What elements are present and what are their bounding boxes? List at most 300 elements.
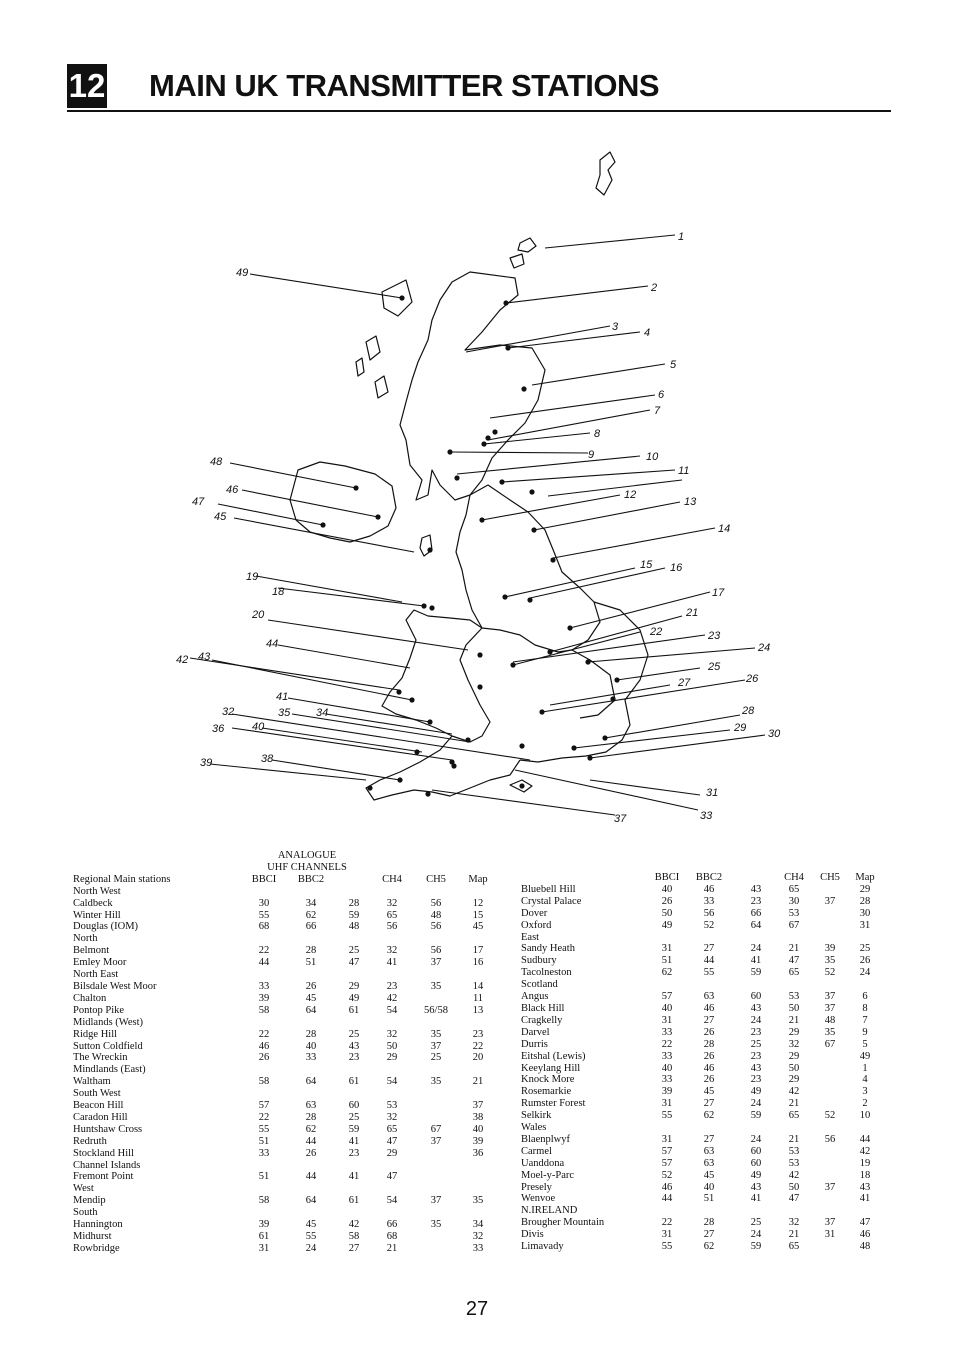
column-header <box>521 872 651 884</box>
channel-value: 60 <box>348 1100 360 1112</box>
station-name: West <box>73 1183 94 1195</box>
channel-value: 26 <box>703 1074 715 1086</box>
channel-value: 46 <box>703 1002 715 1014</box>
channel-value <box>683 1205 735 1217</box>
channel-value: 35 <box>824 1026 836 1038</box>
section-number-badge: 12 <box>67 64 107 108</box>
channel-value <box>811 1193 849 1205</box>
channel-value: 65 <box>386 909 398 921</box>
channel-value: 23 <box>348 1147 360 1159</box>
channel-value: 54 <box>386 1076 398 1088</box>
channel-value: 24 <box>750 1229 762 1241</box>
channel-value: 51 <box>305 957 317 969</box>
channel-value <box>289 1160 333 1172</box>
channel-value: 26 <box>703 1050 715 1062</box>
station-name: Moel-y-Parc <box>521 1169 575 1181</box>
table-row <box>521 1098 881 1110</box>
channel-value <box>811 1170 849 1182</box>
station-name: Oxford <box>521 919 552 931</box>
map-label: 4 <box>644 327 651 339</box>
channel-value <box>409 1183 463 1195</box>
channel-value: 40 <box>305 1040 317 1052</box>
station-name: Emley Moor <box>73 957 127 969</box>
channel-value: 66 <box>750 907 762 919</box>
channel-value: 32 <box>386 1028 398 1040</box>
channel-value: 65 <box>788 883 800 895</box>
channel-value: 65 <box>788 1241 800 1253</box>
channel-value: 40 <box>661 1002 673 1014</box>
table-row <box>521 1122 881 1134</box>
channel-value: 30 <box>788 895 800 907</box>
channel-value: 22 <box>472 1040 484 1052</box>
channel-value <box>409 1160 463 1172</box>
map-label: 16 <box>670 562 683 574</box>
channel-value: 39 <box>661 1086 673 1098</box>
station-name: Durris <box>521 1038 548 1050</box>
channel-value: 65 <box>788 967 800 979</box>
channel-value: 48 <box>348 921 360 933</box>
channel-value: 53 <box>788 907 800 919</box>
channel-value <box>735 1205 777 1217</box>
channel-value: 16 <box>472 957 484 969</box>
channel-value: 24 <box>750 1098 762 1110</box>
table-row <box>521 979 881 991</box>
column-header: BBCI <box>251 873 277 885</box>
station-name: Rumster Forest <box>521 1098 586 1110</box>
map-label: 27 <box>678 677 691 689</box>
map-label: 10 <box>646 451 659 463</box>
channel-value: 49 <box>859 1050 871 1062</box>
channel-value: 43 <box>348 1040 360 1052</box>
channel-value: 41 <box>386 957 398 969</box>
channel-value: 30 <box>859 907 871 919</box>
channel-value: 25 <box>859 943 871 955</box>
channel-value: 33 <box>472 1242 484 1254</box>
station-name: The Wreckin <box>73 1052 128 1064</box>
table-row <box>521 908 881 920</box>
channel-value: 37 <box>824 991 836 1003</box>
channel-value: 34 <box>472 1219 484 1231</box>
station-name: Black Hill <box>521 1002 565 1014</box>
channel-value <box>409 993 463 1005</box>
channel-value: 60 <box>750 1145 762 1157</box>
channel-value <box>463 1064 493 1076</box>
page-title: MAIN UK TRANSMITTER STATIONS <box>149 68 660 103</box>
channel-value <box>375 933 409 945</box>
channel-value: 29 <box>348 980 360 992</box>
channel-value: 25 <box>348 1028 360 1040</box>
channel-value: 56 <box>824 1133 836 1145</box>
channel-value <box>333 1160 375 1172</box>
channel-value <box>409 1243 463 1255</box>
channel-value <box>409 1231 463 1243</box>
table-row <box>521 1241 881 1253</box>
station-name: Caradon Hill <box>73 1111 128 1123</box>
channel-value: 13 <box>472 1004 484 1016</box>
column-headers <box>521 872 881 884</box>
map-label: 35 <box>278 707 291 719</box>
channel-value <box>463 1183 493 1195</box>
transmitter-map <box>170 140 790 830</box>
channel-value <box>375 1017 409 1029</box>
table-row <box>73 1076 493 1088</box>
channel-value: 66 <box>386 1219 398 1231</box>
channel-value <box>333 1207 375 1219</box>
channel-value: 8 <box>862 1002 868 1014</box>
channel-value: 64 <box>750 919 762 931</box>
channel-value <box>463 1088 493 1100</box>
channel-value: 21 <box>386 1242 398 1254</box>
channel-value <box>811 1098 849 1110</box>
channel-value: 56 <box>703 907 715 919</box>
channel-value <box>683 1122 735 1134</box>
map-label: 34 <box>316 707 329 719</box>
channel-value: 21 <box>788 1229 800 1241</box>
channel-value: 43 <box>750 1062 762 1074</box>
channel-value: 3 <box>862 1086 868 1098</box>
channel-value: 41 <box>750 955 762 967</box>
table-row <box>521 1217 881 1229</box>
channel-value: 32 <box>788 1217 800 1229</box>
station-name: Divis <box>521 1229 544 1241</box>
station-name: Presely <box>521 1181 552 1193</box>
channel-value <box>289 1017 333 1029</box>
station-name: Stockland Hill <box>73 1147 134 1159</box>
column-header: CH5 <box>820 872 840 883</box>
table-row <box>521 955 881 967</box>
channel-value <box>849 979 881 991</box>
channel-value <box>289 1088 333 1100</box>
table-row <box>73 957 493 969</box>
channel-value: 46 <box>258 1040 270 1052</box>
channel-value: 22 <box>258 945 270 957</box>
station-name: Selkirk <box>521 1110 552 1122</box>
station-name: Pontop Pike <box>73 1004 125 1016</box>
channel-value: 49 <box>750 1169 762 1181</box>
table-row <box>521 1146 881 1158</box>
channel-value: 24 <box>750 1014 762 1026</box>
channel-value: 23 <box>750 1050 762 1062</box>
table-row <box>73 1088 493 1100</box>
channel-value <box>811 1063 849 1075</box>
channel-value: 23 <box>472 1028 484 1040</box>
channel-value <box>375 969 409 981</box>
channel-value: 21 <box>472 1076 484 1088</box>
channel-value <box>289 1064 333 1076</box>
channel-value: 27 <box>703 1229 715 1241</box>
table-row <box>73 886 493 898</box>
channel-value <box>777 1205 811 1217</box>
channel-value: 27 <box>348 1242 360 1254</box>
channel-value <box>811 1051 849 1063</box>
channel-value: 59 <box>750 1110 762 1122</box>
group-header-uhf: UHF CHANNELS <box>267 861 347 873</box>
table-row <box>521 1063 881 1075</box>
station-name: Channel Islands <box>73 1159 141 1171</box>
channel-value: 45 <box>703 1169 715 1181</box>
channel-value: 46 <box>703 1062 715 1074</box>
channel-value: 53 <box>788 1157 800 1169</box>
channel-value: 50 <box>661 907 673 919</box>
channel-value: 25 <box>750 1038 762 1050</box>
channel-value: 31 <box>258 1242 270 1254</box>
station-name: Scotland <box>521 979 558 991</box>
station-name: Carmel <box>521 1145 552 1157</box>
channel-value: 50 <box>788 1062 800 1074</box>
channel-value: 59 <box>750 967 762 979</box>
station-name: Keeylang Hill <box>521 1062 581 1074</box>
transmitter-dots <box>320 295 619 796</box>
map-label: 41 <box>276 691 289 703</box>
channel-value: 24 <box>305 1242 317 1254</box>
channel-value: 39 <box>258 1219 270 1231</box>
channel-value: 63 <box>703 1145 715 1157</box>
channel-value <box>333 1088 375 1100</box>
channel-value: 33 <box>661 1026 673 1038</box>
channel-value: 47 <box>859 1217 871 1229</box>
channel-value: 26 <box>305 980 317 992</box>
station-name: Chalton <box>73 992 107 1004</box>
channel-value <box>333 969 375 981</box>
channel-value: 42 <box>386 992 398 1004</box>
channel-value: 37 <box>824 1002 836 1014</box>
station-name: Mendip <box>73 1195 106 1207</box>
channel-value: 47 <box>386 1171 398 1183</box>
column-headers <box>73 874 493 886</box>
map-label: 44 <box>266 638 279 650</box>
channel-value <box>409 1148 463 1160</box>
map-label: 30 <box>768 728 781 740</box>
channel-value: 55 <box>703 967 715 979</box>
station-name: Knock More <box>521 1074 575 1086</box>
table-row <box>73 1195 493 1207</box>
map-label: 24 <box>758 642 771 654</box>
station-name: Sandy Heath <box>521 943 575 955</box>
channel-value: 37 <box>824 895 836 907</box>
channel-value <box>333 1017 375 1029</box>
channel-value <box>409 886 463 898</box>
channel-value: 55 <box>258 909 270 921</box>
channel-value <box>463 1017 493 1029</box>
channel-value: 44 <box>305 1171 317 1183</box>
channel-value: 39 <box>472 1135 484 1147</box>
table-row <box>521 943 881 955</box>
station-name: North West <box>73 885 121 897</box>
map-label: 40 <box>252 721 265 733</box>
channel-value: 25 <box>750 1217 762 1229</box>
channel-value: 51 <box>703 1193 715 1205</box>
table-row <box>73 933 493 945</box>
column-header: BBCI <box>654 872 680 883</box>
map-label: 17 <box>712 587 725 599</box>
channel-value: 45 <box>472 921 484 933</box>
channel-value: 37 <box>430 1135 442 1147</box>
channel-value: 26 <box>859 955 871 967</box>
channel-value <box>239 1088 289 1100</box>
channel-value: 12 <box>472 897 484 909</box>
channel-value <box>811 884 849 896</box>
channel-value <box>239 1064 289 1076</box>
table-row <box>521 920 881 932</box>
table-row <box>73 969 493 981</box>
map-label: 19 <box>246 571 259 583</box>
table-row <box>73 1183 493 1195</box>
station-name: Beacon Hill <box>73 1100 124 1112</box>
channel-value <box>409 1088 463 1100</box>
group-header-analogue: ANALOGUE <box>277 850 337 861</box>
channel-value: 57 <box>661 991 673 1003</box>
station-name: Wenvoe <box>521 1193 556 1205</box>
channel-value <box>777 979 811 991</box>
channel-value <box>811 1074 849 1086</box>
channel-value <box>239 933 289 945</box>
map-label: 26 <box>746 673 759 685</box>
channel-value <box>463 886 493 898</box>
station-name: Rosemarkie <box>521 1086 572 1098</box>
map-label: 5 <box>670 359 677 371</box>
channel-value <box>375 1183 409 1195</box>
station-name: Wales <box>521 1122 547 1134</box>
channel-value <box>463 969 493 981</box>
stations-table-right <box>521 872 881 1253</box>
column-header: BBC2 <box>695 872 723 883</box>
table-row <box>521 991 881 1003</box>
station-name: Midlands (West) <box>73 1016 144 1028</box>
channel-value <box>239 886 289 898</box>
channel-value: 50 <box>386 1040 398 1052</box>
channel-value: 35 <box>430 1028 442 1040</box>
channel-value: 42 <box>788 1169 800 1181</box>
column-header: Regional Main stations <box>73 873 171 885</box>
channel-value: 33 <box>661 1074 673 1086</box>
channel-value: 46 <box>859 1229 871 1241</box>
channel-value: 35 <box>824 955 836 967</box>
channel-value: 6 <box>862 991 868 1003</box>
channel-value: 61 <box>258 1231 270 1242</box>
channel-value <box>289 1183 333 1195</box>
channel-value: 63 <box>305 1100 317 1112</box>
channel-value: 22 <box>258 1111 270 1123</box>
channel-value: 33 <box>305 1052 317 1064</box>
channel-value <box>409 969 463 981</box>
channel-value: 45 <box>305 1219 317 1231</box>
channel-value: 44 <box>859 1133 871 1145</box>
station-name: Douglas (IOM) <box>73 921 139 933</box>
channel-value: 31 <box>859 919 871 931</box>
table-row <box>73 910 493 922</box>
column-header: CH4 <box>784 872 804 883</box>
table-row <box>521 1110 881 1122</box>
column-header: Map <box>468 873 488 885</box>
channel-value <box>849 932 881 944</box>
station-name: Cragkelly <box>521 1014 563 1026</box>
map-label: 12 <box>624 489 637 501</box>
channel-value: 67 <box>824 1038 836 1050</box>
channel-value: 47 <box>788 1193 800 1205</box>
channel-value <box>333 1064 375 1076</box>
channel-value <box>409 1171 463 1183</box>
channel-value: 23 <box>348 1052 360 1064</box>
channel-value: 40 <box>472 1123 484 1135</box>
channel-value: 64 <box>305 1195 317 1207</box>
channel-value: 21 <box>788 943 800 955</box>
column-header: CH5 <box>426 873 446 885</box>
map-label: 18 <box>272 586 285 598</box>
map-label: 29 <box>734 722 747 734</box>
channel-value <box>849 1122 881 1134</box>
station-name: Angus <box>521 991 549 1003</box>
map-label: 47 <box>192 496 205 508</box>
map-labels <box>176 231 781 825</box>
channel-value: 58 <box>258 1076 270 1088</box>
channel-value <box>333 933 375 945</box>
station-name: North <box>73 933 98 945</box>
channel-value: 26 <box>258 1052 270 1064</box>
channel-value: 32 <box>386 945 398 957</box>
channel-value: 26 <box>661 895 673 907</box>
channel-value: 21 <box>788 1014 800 1026</box>
channel-value: 64 <box>305 1004 317 1016</box>
channel-value: 58 <box>258 1004 270 1016</box>
channel-value: 9 <box>862 1026 868 1038</box>
channel-value: 27 <box>703 943 715 955</box>
channel-value: 66 <box>305 921 317 933</box>
channel-value: 43 <box>750 1181 762 1193</box>
channel-value: 35 <box>430 1076 442 1088</box>
map-label: 3 <box>612 321 619 333</box>
map-label: 38 <box>261 753 274 765</box>
channel-value: 52 <box>661 1169 673 1181</box>
page-number: 27 <box>465 1298 489 1320</box>
channel-value <box>651 979 683 991</box>
map-label: 42 <box>176 654 189 666</box>
channel-value: 58 <box>258 1195 270 1207</box>
channel-value <box>289 1207 333 1219</box>
table-row <box>521 1051 881 1063</box>
channel-value: 31 <box>661 1133 673 1145</box>
channel-value <box>463 1207 493 1219</box>
channel-value: 33 <box>703 895 715 907</box>
channel-value <box>239 1207 289 1219</box>
channel-value: 60 <box>750 1157 762 1169</box>
station-name: South <box>73 1207 98 1219</box>
channel-value <box>239 1160 289 1172</box>
channel-value: 54 <box>386 1195 398 1207</box>
station-name: Waltham <box>73 1076 111 1088</box>
table-row <box>73 1112 493 1124</box>
channel-value: 50 <box>788 1181 800 1193</box>
channel-value: 40 <box>703 1181 715 1193</box>
channel-value: 41 <box>348 1171 360 1183</box>
channel-value: 40 <box>661 883 673 895</box>
channel-value: 56 <box>430 945 442 957</box>
channel-value: 49 <box>750 1086 762 1098</box>
channel-value <box>735 1122 777 1134</box>
channel-value <box>811 1158 849 1170</box>
channel-value <box>683 979 735 991</box>
channel-value <box>735 932 777 944</box>
channel-value: 51 <box>661 955 673 967</box>
channel-value: 25 <box>430 1052 442 1064</box>
table-row <box>521 1182 881 1194</box>
station-name: Bluebell Hill <box>521 883 576 895</box>
table-row <box>73 1136 493 1148</box>
channel-value: 29 <box>788 1050 800 1062</box>
channel-value <box>777 1122 811 1134</box>
channel-value <box>375 1064 409 1076</box>
channel-value: 44 <box>661 1193 673 1205</box>
channel-value <box>239 1017 289 1029</box>
